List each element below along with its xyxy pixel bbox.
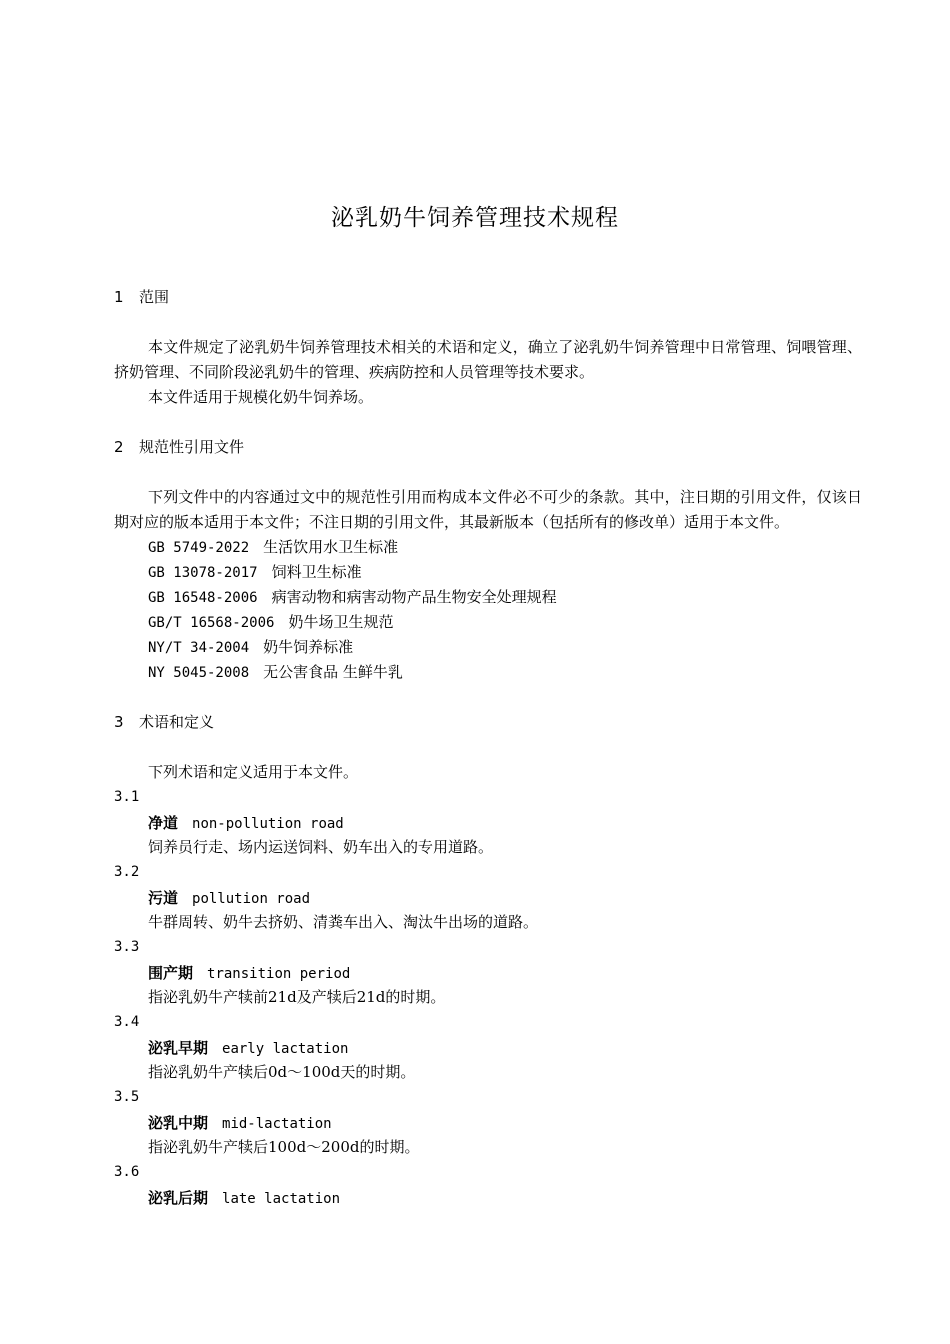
term-heading bbox=[114, 1110, 862, 1135]
term-name-en: pollution road bbox=[192, 891, 311, 907]
term-definition: 牛群周转、奶牛去挤奶、清粪车出入、淘汰牛出场的道路。 bbox=[148, 913, 539, 931]
paragraph: 下列文件中的内容通过文中的规范性引用而构成本文件必不可少的条款。其中，注日期的引用文件，仅该日期对应的版本适用于本文件；不注日期的引用文件，其最新版本（包括所有的修改单）适用于本文件。 bbox=[114, 488, 862, 531]
term-number: 3.2 bbox=[114, 864, 140, 880]
term-name-en: late lactation bbox=[222, 1191, 341, 1207]
reference-item bbox=[114, 635, 862, 660]
reference-code: GB/T 16568-2006 bbox=[148, 615, 275, 631]
section-number: 2 bbox=[114, 438, 124, 456]
section-heading-terms-definitions bbox=[114, 710, 862, 735]
term-name-en: transition period bbox=[207, 966, 351, 982]
term-name-zh: 污道 bbox=[148, 889, 179, 907]
term-definition: 指泌乳奶牛产犊后0d～100d天的时期。 bbox=[148, 1063, 416, 1081]
term-name-en: non-pollution road bbox=[192, 816, 344, 832]
term-number: 3.4 bbox=[114, 1014, 140, 1030]
reference-item bbox=[114, 660, 862, 685]
term-name-en: mid-lactation bbox=[222, 1116, 332, 1132]
reference-code: NY/T 34-2004 bbox=[148, 640, 250, 656]
term-number: 3.5 bbox=[114, 1089, 140, 1105]
paragraph: 本文件规定了泌乳奶牛饲养管理技术相关的术语和定义，确立了泌乳奶牛饲养管理中日常管理、饲喂管理、挤奶管理、不同阶段泌乳奶牛的管理、疾病防控和人员管理等技术要求。 bbox=[114, 338, 862, 381]
term-name-zh: 净道 bbox=[148, 814, 179, 832]
section-title: 术语和定义 bbox=[139, 713, 215, 731]
reference-item bbox=[114, 585, 862, 610]
reference-code: GB 13078-2017 bbox=[148, 565, 258, 581]
term-number: 3.1 bbox=[114, 789, 140, 805]
term-name-zh: 泌乳后期 bbox=[148, 1189, 209, 1207]
term-definition: 指泌乳奶牛产犊前21d及产犊后21d的时期。 bbox=[148, 988, 446, 1006]
term-heading bbox=[114, 1185, 862, 1210]
reference-code: NY 5045-2008 bbox=[148, 665, 250, 681]
section-title: 范围 bbox=[139, 288, 170, 306]
reference-name: 奶牛场卫生规范 bbox=[288, 613, 394, 631]
term-name-en: early lactation bbox=[222, 1041, 349, 1057]
reference-name: 无公害食品 生鲜牛乳 bbox=[263, 663, 403, 681]
section-title: 规范性引用文件 bbox=[139, 438, 245, 456]
term-definition: 饲养员行走、场内运送饲料、奶车出入的专用道路。 bbox=[148, 838, 494, 856]
document-title: 泌乳奶牛饲养管理技术规程 bbox=[331, 205, 619, 231]
reference-item bbox=[114, 560, 862, 585]
term-number: 3.3 bbox=[114, 939, 140, 955]
reference-code: GB 16548-2006 bbox=[148, 590, 258, 606]
section-number: 1 bbox=[114, 288, 124, 306]
term-heading bbox=[114, 960, 862, 985]
term-heading bbox=[114, 810, 862, 835]
section-heading-normative-references bbox=[114, 435, 862, 460]
term-name-zh: 围产期 bbox=[148, 964, 194, 982]
reference-name: 病害动物和病害动物产品生物安全处理规程 bbox=[271, 588, 557, 606]
term-heading bbox=[114, 1035, 862, 1060]
term-definition: 指泌乳奶牛产犊后100d～200d的时期。 bbox=[148, 1138, 420, 1156]
term-number: 3.6 bbox=[114, 1164, 140, 1180]
term-heading bbox=[114, 885, 862, 910]
paragraph: 下列术语和定义适用于本文件。 bbox=[148, 763, 359, 781]
section-heading-scope bbox=[114, 285, 862, 310]
reference-code: GB 5749-2022 bbox=[148, 540, 250, 556]
term-name-zh: 泌乳早期 bbox=[148, 1039, 209, 1057]
document-body bbox=[114, 285, 862, 1210]
reference-item bbox=[114, 535, 862, 560]
section-number: 3 bbox=[114, 713, 124, 731]
reference-name: 奶牛饲养标准 bbox=[263, 638, 354, 656]
reference-item bbox=[114, 610, 862, 635]
reference-name: 饲料卫生标准 bbox=[271, 563, 362, 581]
reference-name: 生活饮用水卫生标准 bbox=[263, 538, 399, 556]
paragraph: 本文件适用于规模化奶牛饲养场。 bbox=[148, 388, 374, 406]
term-name-zh: 泌乳中期 bbox=[148, 1114, 209, 1132]
